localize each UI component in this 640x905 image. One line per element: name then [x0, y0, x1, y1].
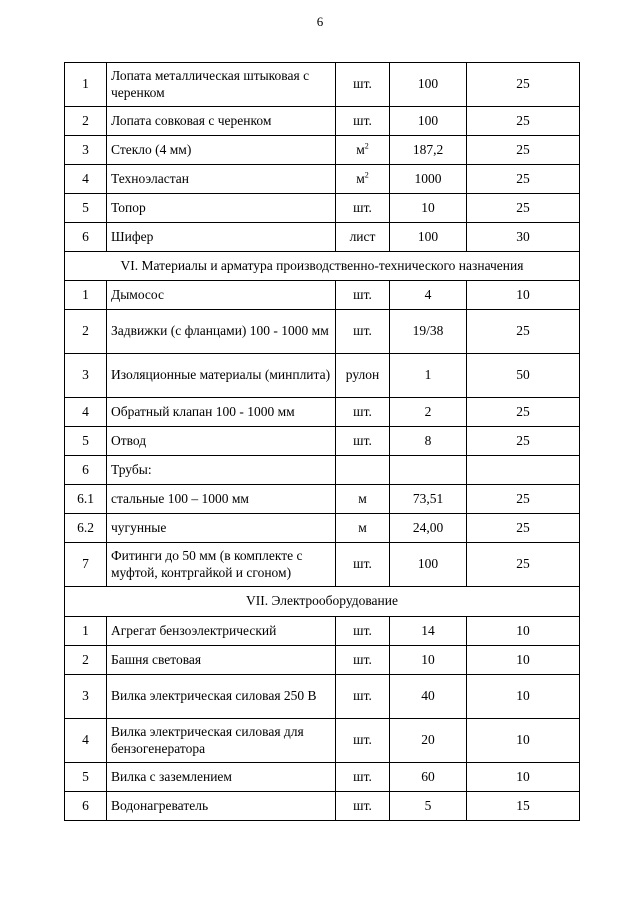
quantity-cell: 60 — [390, 763, 467, 792]
item-number-cell: 4 — [65, 165, 107, 194]
table-row — [65, 792, 580, 821]
item-name-cell: Техноэластан — [107, 165, 336, 194]
item-name-cell: Фитинги до 50 мм (в комплекте с муфтой, контргайкой и сгоном) — [107, 543, 336, 587]
table-row — [65, 456, 580, 485]
item-name-cell: Вилка с заземлением — [107, 763, 336, 792]
item-name-cell: Изоляционные материалы (минплита) — [107, 354, 336, 398]
service-life-cell: 25 — [467, 543, 580, 587]
item-number-cell: 7 — [65, 543, 107, 587]
unit-cell: шт. — [336, 107, 390, 136]
table-row — [65, 281, 580, 310]
table-row — [65, 310, 580, 354]
quantity-cell: 4 — [390, 281, 467, 310]
item-name-cell: Вилка электрическая силовая 250 В — [107, 675, 336, 719]
table-row — [65, 165, 580, 194]
service-life-cell: 25 — [467, 165, 580, 194]
unit-text: м — [356, 141, 365, 157]
quantity-cell: 1 — [390, 354, 467, 398]
table-row — [65, 107, 580, 136]
section-title: VI. Материалы и арматура производственно-технического назначения — [65, 252, 580, 281]
item-number-cell: 6 — [65, 223, 107, 252]
quantity-cell: 100 — [390, 223, 467, 252]
table-row — [65, 514, 580, 543]
table-row — [65, 763, 580, 792]
service-life-cell — [467, 456, 580, 485]
unit-cell: шт. — [336, 281, 390, 310]
quantity-cell — [390, 456, 467, 485]
item-name-cell: Стекло (4 мм) — [107, 136, 336, 165]
service-life-cell: 10 — [467, 719, 580, 763]
quantity-cell: 100 — [390, 63, 467, 107]
item-name-cell: Агрегат бензоэлектрический — [107, 617, 336, 646]
item-name-cell: Лопата совковая с черенком — [107, 107, 336, 136]
unit-cell: шт. — [336, 194, 390, 223]
quantity-cell: 10 — [390, 194, 467, 223]
item-name-cell: Лопата металлическая штыковая с черенком — [107, 63, 336, 107]
service-life-cell: 50 — [467, 354, 580, 398]
section-title: VII. Электрооборудование — [65, 587, 580, 617]
unit-cell: рулон — [336, 354, 390, 398]
service-life-cell: 25 — [467, 398, 580, 427]
item-number-cell: 4 — [65, 398, 107, 427]
item-number-cell: 3 — [65, 136, 107, 165]
item-name-cell: Шифер — [107, 223, 336, 252]
item-number-cell: 6.2 — [65, 514, 107, 543]
unit-cell: лист — [336, 223, 390, 252]
unit-cell: шт. — [336, 792, 390, 821]
unit-cell — [336, 136, 390, 165]
service-life-cell: 10 — [467, 763, 580, 792]
item-name-cell: чугунные — [107, 514, 336, 543]
table-row — [65, 617, 580, 646]
unit-cell: м — [336, 514, 390, 543]
service-life-cell: 15 — [467, 792, 580, 821]
table-row — [65, 223, 580, 252]
table-row — [65, 136, 580, 165]
table-row — [65, 485, 580, 514]
item-name-cell: Вилка электрическая силовая для бензогенератора — [107, 719, 336, 763]
quantity-cell: 10 — [390, 646, 467, 675]
service-life-cell: 25 — [467, 63, 580, 107]
table-row — [65, 398, 580, 427]
quantity-cell: 187,2 — [390, 136, 467, 165]
service-life-cell: 10 — [467, 675, 580, 719]
unit-cell: шт. — [336, 763, 390, 792]
item-number-cell: 6 — [65, 456, 107, 485]
table-row — [65, 354, 580, 398]
item-number-cell: 5 — [65, 194, 107, 223]
item-number-cell: 6 — [65, 792, 107, 821]
quantity-cell: 40 — [390, 675, 467, 719]
item-name-cell: Обратный клапан 100 - 1000 мм — [107, 398, 336, 427]
unit-cell: шт. — [336, 310, 390, 354]
unit-cell: шт. — [336, 398, 390, 427]
item-number-cell: 3 — [65, 354, 107, 398]
table-row — [65, 675, 580, 719]
unit-exponent: 2 — [364, 141, 369, 151]
service-life-cell: 25 — [467, 136, 580, 165]
table-row — [65, 194, 580, 223]
quantity-cell: 14 — [390, 617, 467, 646]
service-life-cell: 25 — [467, 107, 580, 136]
unit-cell: шт. — [336, 646, 390, 675]
table-row — [65, 543, 580, 587]
service-life-cell: 25 — [467, 427, 580, 456]
service-life-cell: 30 — [467, 223, 580, 252]
item-number-cell: 2 — [65, 310, 107, 354]
item-name-cell: Трубы: — [107, 456, 336, 485]
unit-cell — [336, 165, 390, 194]
service-life-cell: 10 — [467, 617, 580, 646]
page-number: 6 — [316, 14, 324, 29]
item-number-cell: 1 — [65, 617, 107, 646]
section-header-row — [65, 587, 580, 617]
quantity-cell: 100 — [390, 107, 467, 136]
unit-exponent: 2 — [364, 170, 369, 180]
item-number-cell: 1 — [65, 63, 107, 107]
unit-cell: шт. — [336, 427, 390, 456]
item-name-cell: стальные 100 – 1000 мм — [107, 485, 336, 514]
item-number-cell: 5 — [65, 427, 107, 456]
unit-cell: шт. — [336, 675, 390, 719]
section-header-row — [65, 252, 580, 281]
quantity-cell: 24,00 — [390, 514, 467, 543]
item-number-cell: 1 — [65, 281, 107, 310]
quantity-cell: 5 — [390, 792, 467, 821]
table-row — [65, 646, 580, 675]
unit-cell: шт. — [336, 719, 390, 763]
item-name-cell: Задвижки (с фланцами) 100 - 1000 мм — [107, 310, 336, 354]
quantity-cell: 73,51 — [390, 485, 467, 514]
table-row — [65, 719, 580, 763]
unit-cell: шт. — [336, 543, 390, 587]
service-life-cell: 10 — [467, 646, 580, 675]
quantity-cell: 20 — [390, 719, 467, 763]
item-number-cell: 6.1 — [65, 485, 107, 514]
service-life-cell: 25 — [467, 310, 580, 354]
item-number-cell: 5 — [65, 763, 107, 792]
service-life-cell: 25 — [467, 194, 580, 223]
item-number-cell: 3 — [65, 675, 107, 719]
item-number-cell: 2 — [65, 107, 107, 136]
quantity-cell: 2 — [390, 398, 467, 427]
unit-text: м — [356, 170, 365, 186]
item-name-cell: Дымосос — [107, 281, 336, 310]
item-name-cell: Башня световая — [107, 646, 336, 675]
quantity-cell: 8 — [390, 427, 467, 456]
item-name-cell: Отвод — [107, 427, 336, 456]
item-name-cell: Топор — [107, 194, 336, 223]
service-life-cell: 25 — [467, 485, 580, 514]
unit-cell: шт. — [336, 617, 390, 646]
table-row — [65, 427, 580, 456]
service-life-cell: 25 — [467, 514, 580, 543]
unit-cell — [336, 456, 390, 485]
quantity-cell: 1000 — [390, 165, 467, 194]
service-life-cell: 10 — [467, 281, 580, 310]
item-number-cell: 2 — [65, 646, 107, 675]
materials-table — [64, 62, 580, 821]
materials-table-body — [65, 63, 580, 821]
table-row — [65, 63, 580, 107]
unit-cell: м — [336, 485, 390, 514]
item-number-cell: 4 — [65, 719, 107, 763]
quantity-cell: 100 — [390, 543, 467, 587]
unit-cell: шт. — [336, 63, 390, 107]
item-name-cell: Водонагреватель — [107, 792, 336, 821]
quantity-cell: 19/38 — [390, 310, 467, 354]
